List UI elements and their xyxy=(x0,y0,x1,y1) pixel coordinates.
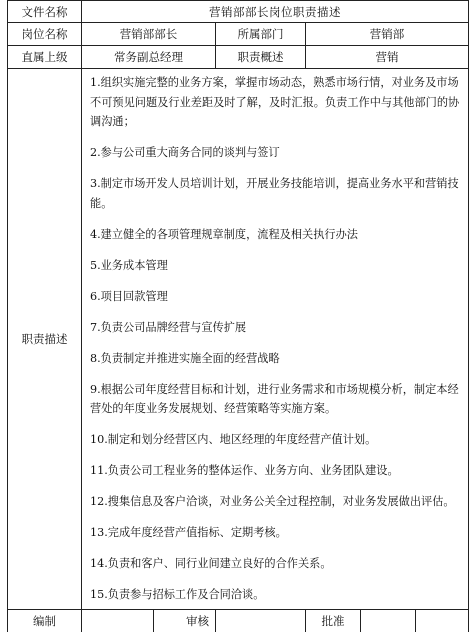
overview-value: 营销 xyxy=(306,46,469,69)
duty-item: 11.负责公司工程业务的整体运作、业务方向、业务团队建设。 xyxy=(90,464,399,477)
duty-description-form xyxy=(7,0,468,628)
duty-item: 12.搜集信息及客户洽谈，对业务公关全过程控制，对业务发展做出评估。 xyxy=(90,495,455,508)
department-value: 营销部 xyxy=(306,23,469,46)
compile-label: 编制 xyxy=(8,609,82,632)
approve-extra xyxy=(416,609,469,632)
duty-item: 6.项目回款管理 xyxy=(90,289,168,303)
duties-list xyxy=(82,69,469,610)
header-row xyxy=(8,1,469,23)
signature-row xyxy=(8,609,469,632)
duties-label: 职责描述 xyxy=(8,69,82,610)
position-row xyxy=(8,23,469,46)
compile-value xyxy=(82,609,154,632)
duties-row xyxy=(8,69,469,610)
duty-item: 9.根据公司年度经营目标和计划，进行业务需求和市场规模分析，制定本经营处的年度业务发展规划、经营策略等实施方案。 xyxy=(90,382,459,415)
file-name-label: 文件名称 xyxy=(8,1,82,23)
duty-item: 10.制定和划分经营区内、地区经理的年度经营产值计划。 xyxy=(90,433,377,446)
position-name-label: 岗位名称 xyxy=(8,23,82,46)
duty-item: 15.负责参与招标工作及合同洽谈。 xyxy=(90,588,265,601)
review-value xyxy=(216,609,306,632)
approve-label: 批准 xyxy=(306,609,361,632)
form-table xyxy=(7,0,469,610)
signature-table xyxy=(7,609,469,632)
duty-item: 1.组织实施完整的业务方案，掌握市场动态，熟悉市场行情，对业务及市场不可预见问题及行业差距及时了解，及时汇报。负责工作中与其他部门的协调沟通； xyxy=(90,76,460,128)
duty-item: 13.完成年度经营产值指标、定期考核。 xyxy=(90,526,287,539)
duty-item: 7.负责公司品牌经营与宣传扩展 xyxy=(90,320,247,334)
overview-label: 职责概述 xyxy=(216,46,306,69)
approve-value xyxy=(361,609,416,632)
duty-item: 3.制定市场开发人员培训计划，开展业务技能培训，提高业务水平和营销技能。 xyxy=(90,177,459,210)
duty-item: 5.业务成本管理 xyxy=(90,258,168,272)
duty-item: 4.建立健全的各项管理规章制度，流程及相关执行办法 xyxy=(90,227,358,241)
supervisor-label: 直属上级 xyxy=(8,46,82,69)
review-label: 审核 xyxy=(154,609,216,632)
document-title: 营销部部长岗位职责描述 xyxy=(82,1,469,23)
duty-item: 14.负责和客户、同行业间建立良好的合作关系。 xyxy=(90,557,332,570)
position-name-value: 营销部部长 xyxy=(82,23,216,46)
department-label: 所属部门 xyxy=(216,23,306,46)
supervisor-row xyxy=(8,46,469,69)
supervisor-value: 常务副总经理 xyxy=(82,46,216,69)
duty-item: 8.负责制定并推进实施全面的经营战略 xyxy=(90,351,280,365)
duty-item: 2.参与公司重大商务合同的谈判与签订 xyxy=(90,146,280,159)
